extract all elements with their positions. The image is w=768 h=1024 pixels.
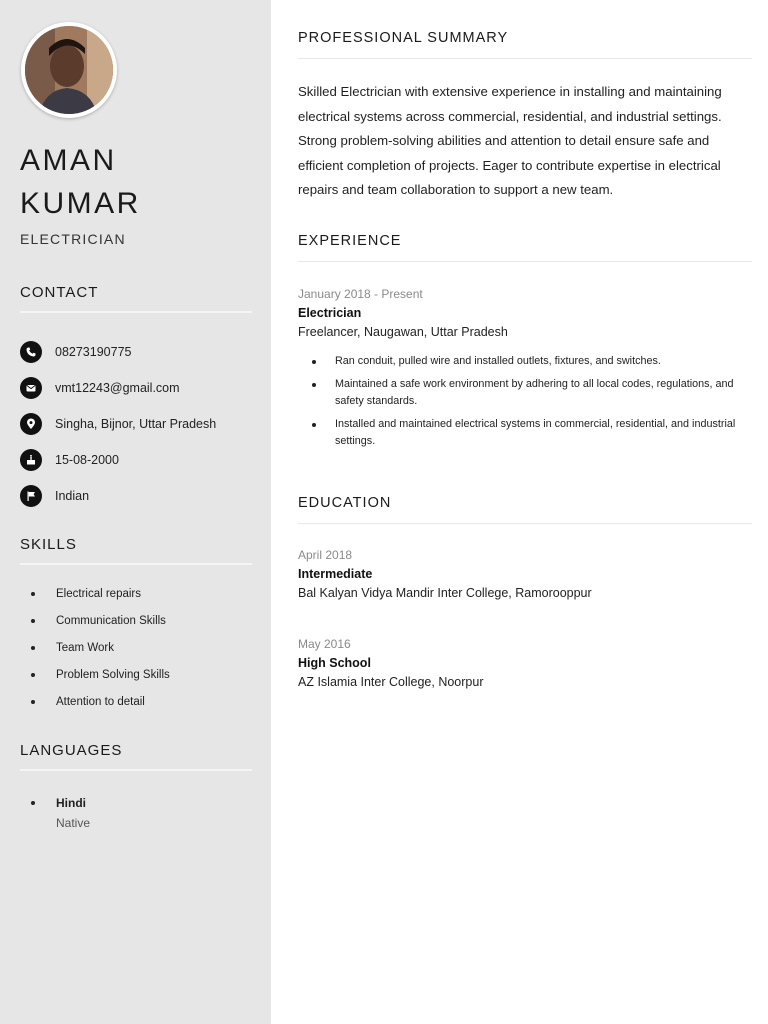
education-school: AZ Islamia Inter College, Noorpur bbox=[298, 675, 484, 689]
skill-item: Electrical repairs bbox=[28, 585, 260, 612]
language-name: Hindi bbox=[56, 796, 86, 810]
contact-birthdate-text: 15-08-2000 bbox=[55, 453, 119, 467]
education-date: May 2016 bbox=[298, 637, 351, 651]
languages-list bbox=[28, 794, 260, 830]
skill-item: Attention to detail bbox=[28, 693, 260, 720]
skill-item: Team Work bbox=[28, 639, 260, 666]
candidate-name bbox=[20, 139, 260, 225]
contact-address-text: Singha, Bijnor, Uttar Pradesh bbox=[55, 417, 217, 431]
duty-item: Installed and maintained electrical systems in commercial, residential, and industrial settings. bbox=[298, 416, 752, 450]
job-role: ELECTRICIAN bbox=[20, 231, 126, 247]
skills-heading: SKILLS bbox=[20, 536, 252, 565]
last-name: KUMAR bbox=[20, 187, 141, 220]
contact-email bbox=[20, 370, 260, 406]
language-item bbox=[28, 794, 260, 830]
phone-icon bbox=[20, 341, 42, 363]
cake-icon bbox=[20, 449, 42, 471]
experience-duties bbox=[298, 353, 752, 450]
experience-date: January 2018 - Present bbox=[298, 287, 423, 301]
summary-heading: PROFESSIONAL SUMMARY bbox=[298, 30, 752, 59]
skill-item: Problem Solving Skills bbox=[28, 666, 260, 693]
first-name: AMAN bbox=[20, 144, 117, 177]
contact-email-text: vmt12243@gmail.com bbox=[55, 381, 180, 395]
experience-company: Freelancer, Naugawan, Uttar Pradesh bbox=[298, 325, 508, 339]
contact-nationality bbox=[20, 478, 260, 514]
education-degree: Intermediate bbox=[298, 567, 373, 581]
education-date: April 2018 bbox=[298, 548, 353, 562]
languages-heading: LANGUAGES bbox=[20, 742, 252, 771]
duty-item: Maintained a safe work environment by adhering to all local codes, regulations, and safety standards. bbox=[298, 376, 752, 410]
email-icon bbox=[20, 377, 42, 399]
contact-birthdate bbox=[20, 442, 260, 478]
duty-item: Ran conduit, pulled wire and installed outlets, fixtures, and switches. bbox=[298, 353, 752, 370]
contact-heading: CONTACT bbox=[20, 284, 252, 313]
contact-address bbox=[20, 406, 260, 442]
contact-list bbox=[20, 334, 260, 514]
education-heading: EDUCATION bbox=[298, 495, 752, 524]
contact-phone-text: 08273190775 bbox=[55, 345, 132, 359]
skills-list bbox=[28, 585, 260, 720]
location-pin-icon bbox=[20, 413, 42, 435]
language-level: Native bbox=[56, 816, 91, 830]
education-entry bbox=[298, 637, 752, 689]
summary-text: Skilled Electrician with extensive experience in installing and maintaining electrical systems across commercial, residential, and industrial settings. Strong problem-solving abilities and attention to detail ensure safe and efficient completion of projects. Eager to contribute expertise in electrical repairs and team collaboration to support a new team. bbox=[298, 84, 722, 197]
education-entry bbox=[298, 548, 752, 600]
contact-nationality-text: Indian bbox=[55, 489, 90, 503]
experience-title: Electrician bbox=[298, 306, 362, 320]
experience-entry bbox=[298, 287, 752, 456]
contact-phone bbox=[20, 334, 260, 370]
skill-item: Communication Skills bbox=[28, 612, 260, 639]
profile-photo bbox=[21, 22, 117, 118]
sidebar bbox=[0, 0, 271, 1024]
experience-heading: EXPERIENCE bbox=[298, 233, 752, 262]
education-school: Bal Kalyan Vidya Mandir Inter College, Ramorooppur bbox=[298, 586, 592, 600]
education-degree: High School bbox=[298, 656, 371, 670]
flag-icon bbox=[20, 485, 42, 507]
